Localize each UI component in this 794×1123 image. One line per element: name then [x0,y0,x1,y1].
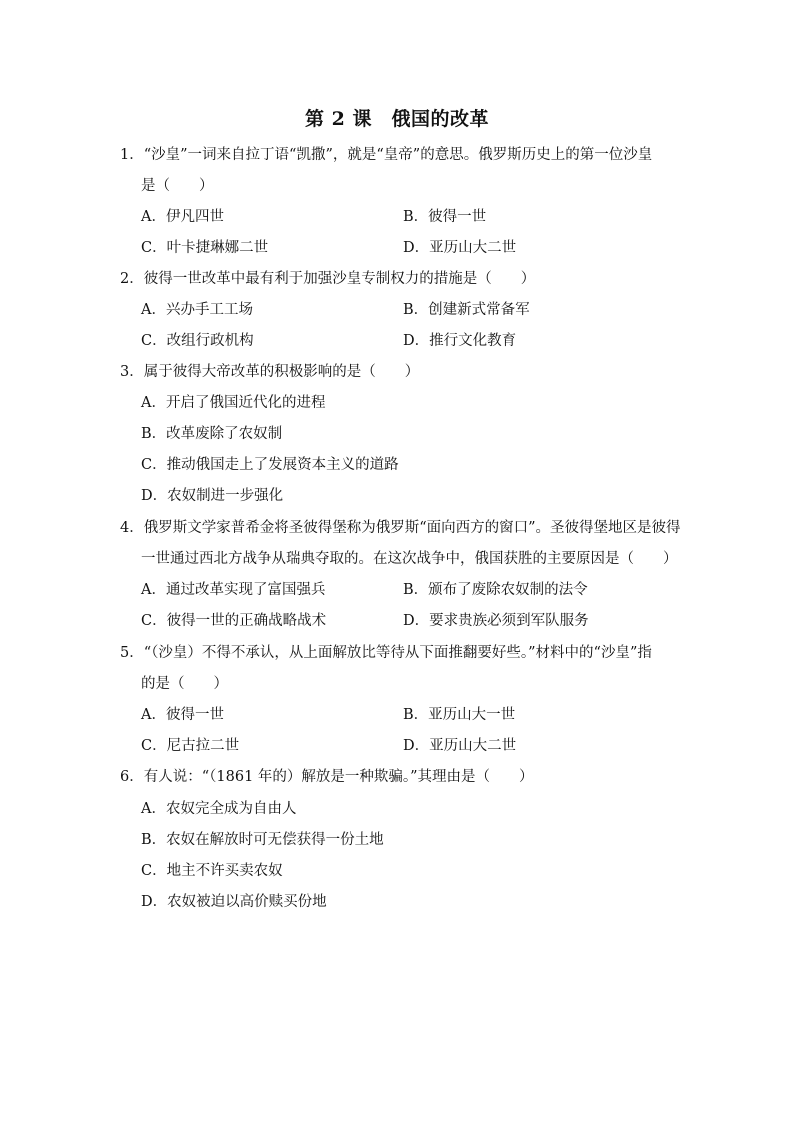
question-2-option-c: C．改组行政机构 [141,333,254,349]
question-1-option-a: A．伊凡四世 [141,209,224,225]
question-2-option-a: A．兴办手工工场 [141,302,253,318]
question-1-stem-line-1: 1．“沙皇”一词来自拉丁语“凯撒”，就是“皇帝”的意思。俄罗斯历史上的第一位沙皇 [120,147,653,163]
question-6-option-d: D．农奴被迫以高价赎买份地 [141,894,327,910]
question-1-option-d: D．亚历山大二世 [403,240,517,256]
question-3-option-b: B．改革废除了农奴制 [141,426,283,442]
question-2-stem: 2．彼得一世改革中最有利于加强沙皇专制权力的措施是（ ） [120,271,536,287]
question-6-stem: 6．有人说：“（1861 年的）解放是一种欺骗。”其理由是（ ） [120,769,534,785]
question-5-stem-line-2: 的是（ ） [141,676,228,692]
question-3-option-d: D．农奴制进一步强化 [141,488,284,504]
question-1-option-b: B．彼得一世 [403,209,487,225]
question-5-option-c: C．尼古拉二世 [141,738,240,754]
question-1-stem-line-2: 是（ ） [141,178,214,194]
question-3-option-a: A．开启了俄国近代化的进程 [141,395,326,411]
question-3-option-c: C．推动俄国走上了发展资本主义的道路 [141,457,399,473]
question-1-option-c: C．叶卡捷琳娜二世 [141,240,269,256]
question-4-option-b: B．颁布了废除农奴制的法令 [403,582,588,598]
question-4-option-c: C．彼得一世的正确战略战术 [141,613,327,629]
question-5-option-b: B．亚历山大一世 [403,707,516,723]
question-5-option-a: A．彼得一世 [141,707,224,723]
question-5-option-d: D．亚历山大二世 [403,738,517,754]
question-6-option-a: A．农奴完全成为自由人 [141,801,297,817]
question-5-stem-line-1: 5．“（沙皇）不得不承认，从上面解放比等待从下面推翻要好些。”材料中的“沙皇”指 [120,645,652,661]
question-6-option-c: C．地主不许买卖农奴 [141,863,283,879]
question-6-option-b: B．农奴在解放时可无偿获得一份土地 [141,832,384,848]
question-2-option-b: B．创建新式常备军 [403,302,530,318]
question-4-stem-line-2: 一世通过西北方战争从瑞典夺取的。在这次战争中，俄国获胜的主要原因是（ ） [141,551,678,567]
question-4-stem-line-1: 4．俄罗斯文学家普希金将圣彼得堡称为俄罗斯“面向西方的窗口”。圣彼得堡地区是彼得 [120,520,681,536]
question-3-stem: 3．属于彼得大帝改革的积极影响的是（ ） [120,364,420,380]
question-4-option-a: A．通过改革实现了富国强兵 [141,582,326,598]
question-4-option-d: D．要求贵族必须到军队服务 [403,613,589,629]
page-title: 第 2 课 俄国的改革 [305,108,489,130]
question-2-option-d: D．推行文化教育 [403,333,517,349]
